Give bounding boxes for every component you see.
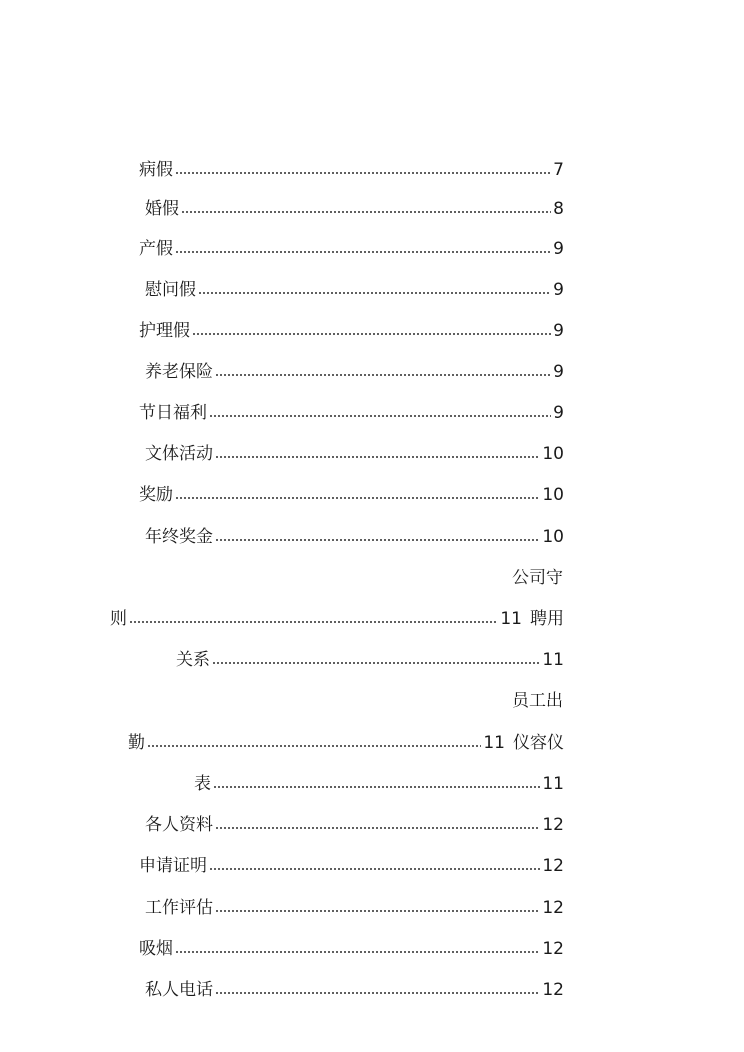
toc-entry-page: 9 — [553, 362, 564, 382]
toc-entry-title: 护理假 — [139, 321, 190, 341]
dot-leader — [212, 662, 540, 664]
dot-leader — [147, 745, 481, 747]
toc-entry-title: 吸烟 — [139, 939, 173, 959]
dot-leader — [215, 992, 540, 994]
toc-entry-title: 各人资料 — [145, 815, 213, 835]
dot-leader — [209, 415, 551, 417]
toc-entry-page: 12 — [542, 815, 564, 835]
dot-leader — [175, 251, 551, 253]
toc-entry-page: 9 — [553, 280, 564, 300]
toc-entry-page: 11 — [542, 774, 564, 794]
toc-entry-title: 申请证明 — [139, 856, 207, 876]
toc-entry-recreation[interactable] — [145, 441, 564, 467]
toc-entry-page: 10 — [542, 444, 564, 464]
toc-entry-title: 工作评估 — [145, 898, 213, 918]
toc-entry-page: 7 — [553, 160, 564, 180]
toc-entry-marriage-leave[interactable] — [145, 196, 564, 222]
toc-wrapped-title-appearance: 仪容仪 — [513, 733, 564, 753]
toc-wrapped-title-attendance[interactable]: 员工出 — [512, 691, 563, 711]
toc-entry-maternity-leave[interactable] — [139, 236, 564, 262]
toc-entry-company-rules[interactable] — [110, 606, 564, 632]
dot-leader — [129, 621, 498, 623]
toc-entry-title: 勤 — [128, 733, 145, 753]
toc-entry-title: 病假 — [139, 160, 173, 180]
dot-leader — [213, 786, 540, 788]
dot-leader — [215, 539, 540, 541]
dot-leader — [215, 827, 540, 829]
dot-leader — [209, 868, 540, 870]
toc-entry-title: 节日福利 — [139, 403, 207, 423]
toc-entry-attendance[interactable] — [128, 730, 564, 756]
toc-entry-page: 11 — [500, 609, 522, 629]
toc-entry-page: 8 — [553, 199, 564, 219]
toc-entry-nursing-leave[interactable] — [139, 318, 564, 344]
toc-wrapped-title-company-rules[interactable]: 公司守 — [512, 568, 563, 588]
toc-entry-page: 11 — [542, 650, 564, 670]
toc-entry-rewards[interactable] — [139, 482, 564, 508]
toc-entry-holiday-benefits[interactable] — [139, 400, 564, 426]
toc-entry-smoking[interactable] — [139, 936, 564, 962]
toc-entry-page: 12 — [542, 939, 564, 959]
dot-leader — [215, 910, 540, 912]
dot-leader — [198, 292, 551, 294]
dot-leader — [181, 211, 551, 213]
toc-entry-condolence-leave[interactable] — [145, 277, 564, 303]
toc-entry-sick-leave[interactable] — [139, 157, 564, 183]
toc-entry-page: 12 — [542, 980, 564, 1000]
toc-entry-title: 婚假 — [145, 199, 179, 219]
toc-entry-year-end-bonus[interactable] — [145, 524, 564, 550]
dot-leader — [215, 456, 540, 458]
toc-entry-certificate-request[interactable] — [139, 853, 564, 879]
toc-entry-page: 10 — [542, 527, 564, 547]
toc-entry-page: 10 — [542, 485, 564, 505]
toc-entry-title: 则 — [110, 609, 127, 629]
toc-entry-page: 11 — [483, 733, 505, 753]
dot-leader — [175, 497, 540, 499]
toc-entry-page: 9 — [553, 403, 564, 423]
toc-entry-title: 产假 — [139, 239, 173, 259]
toc-entry-page: 9 — [553, 239, 564, 259]
toc-entry-performance-review[interactable] — [145, 895, 564, 921]
toc-entry-title: 文体活动 — [145, 444, 213, 464]
toc-entry-page: 9 — [553, 321, 564, 341]
toc-entry-title: 私人电话 — [145, 980, 213, 1000]
toc-entry-title: 表 — [194, 774, 211, 794]
toc-entry-appearance[interactable] — [194, 771, 564, 797]
toc-entry-page: 12 — [542, 898, 564, 918]
toc-entry-title: 慰问假 — [145, 280, 196, 300]
toc-entry-personal-info[interactable] — [145, 812, 564, 838]
toc-entry-title: 关系 — [176, 650, 210, 670]
toc-entry-employment-relations[interactable] — [176, 647, 564, 673]
toc-entry-title: 奖励 — [139, 485, 173, 505]
toc-entry-title: 养老保险 — [145, 362, 213, 382]
toc-entry-title: 年终奖金 — [145, 527, 213, 547]
toc-wrapped-title-employment: 聘用 — [530, 609, 564, 629]
dot-leader — [175, 172, 551, 174]
dot-leader — [175, 951, 540, 953]
toc-entry-personal-calls[interactable] — [145, 977, 564, 1003]
toc-entry-pension[interactable] — [145, 359, 564, 385]
dot-leader — [215, 374, 551, 376]
dot-leader — [192, 333, 551, 335]
toc-entry-page: 12 — [542, 856, 564, 876]
